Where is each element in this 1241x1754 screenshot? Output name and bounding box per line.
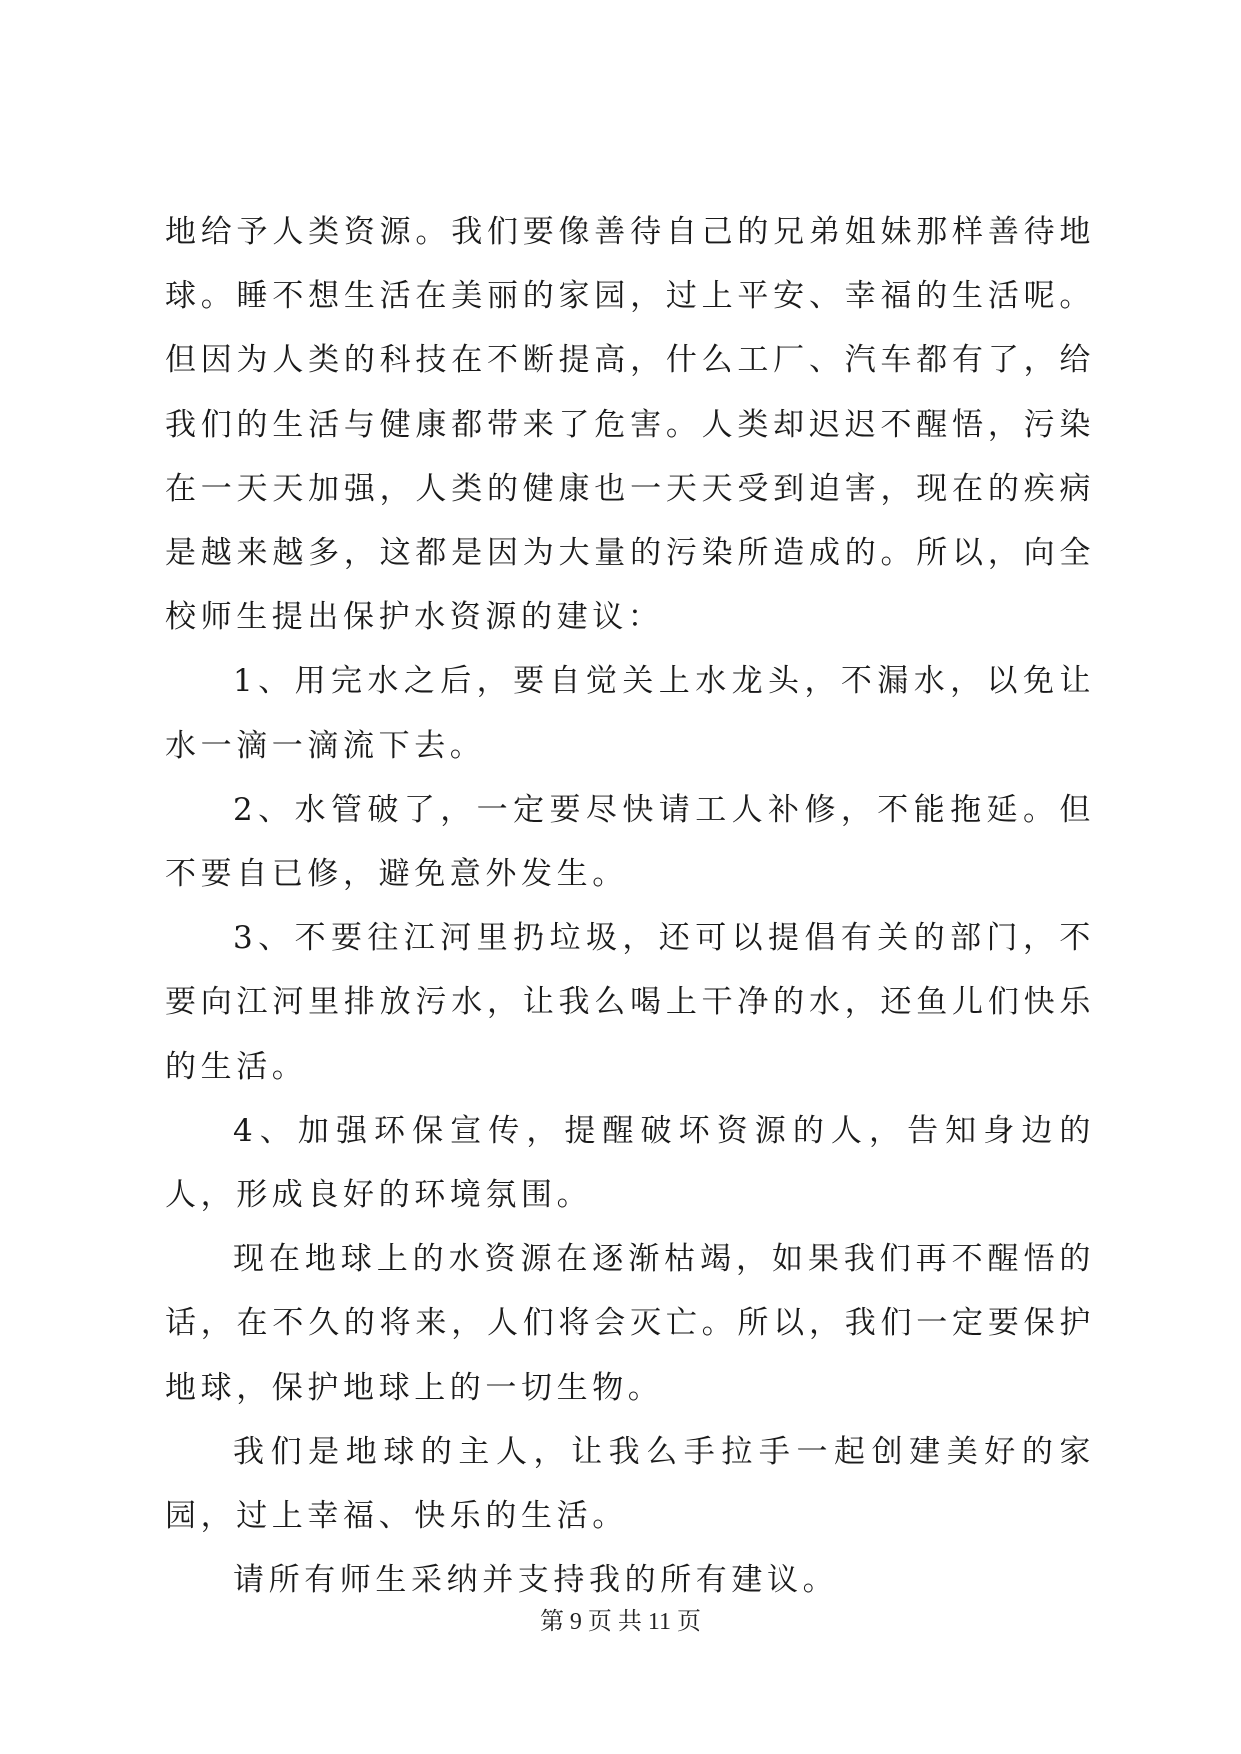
suggestion-item-3: 3、不要往江河里扔垃圾，还可以提倡有关的部门，不要向江河里排放污水，让我么喝上干净的水，还鱼儿们快乐的生活。 [165,920,1095,1085]
body-paragraph: 我们是地球的主人，让我么手拉手一起创建美好的家园，过上幸福、快乐的生活。 [165,1433,1095,1535]
suggestion-item-2: 2、水管破了，一定要尽快请工人补修，不能拖延。但不要自已修，避免意外发生。 [165,791,1095,893]
document-body [165,200,1095,1612]
suggestion-item-1: 1、用完水之后，要自觉关上水龙头，不漏水，以免让水一滴一滴流下去。 [165,663,1095,764]
closing-paragraph: 请所有师生采纳并支持我的所有建议。 [233,1562,839,1599]
body-paragraph: 地给予人类资源。我们要像善待自己的兄弟姐妹那样善待地球。睡不想生活在美丽的家园，过上平安、幸福的生活呢。但因为人类的科技在不断提高，什么工厂、汽车都有了，给我们的生活与健康都带来了危害。人类却迟迟不醒悟，污染在一天天加强，人类的健康也一天天受到迫害，现在的疾病是越来越多，这都是因为大量的污染所造成的。所以，向全校师生提出保护水资源的建议： [165,214,1095,636]
suggestion-item-4: 4、加强环保宣传，提醒破坏资源的人，告知身边的人，形成良好的环境氛围。 [165,1112,1095,1214]
body-paragraph: 现在地球上的水资源在逐渐枯竭，如果我们再不醒悟的话，在不久的将来，人们将会灭亡。所以，我们一定要保护地球，保护地球上的一切生物。 [165,1241,1095,1406]
page-number-footer: 第 9 页 共 11 页 [539,1609,702,1635]
